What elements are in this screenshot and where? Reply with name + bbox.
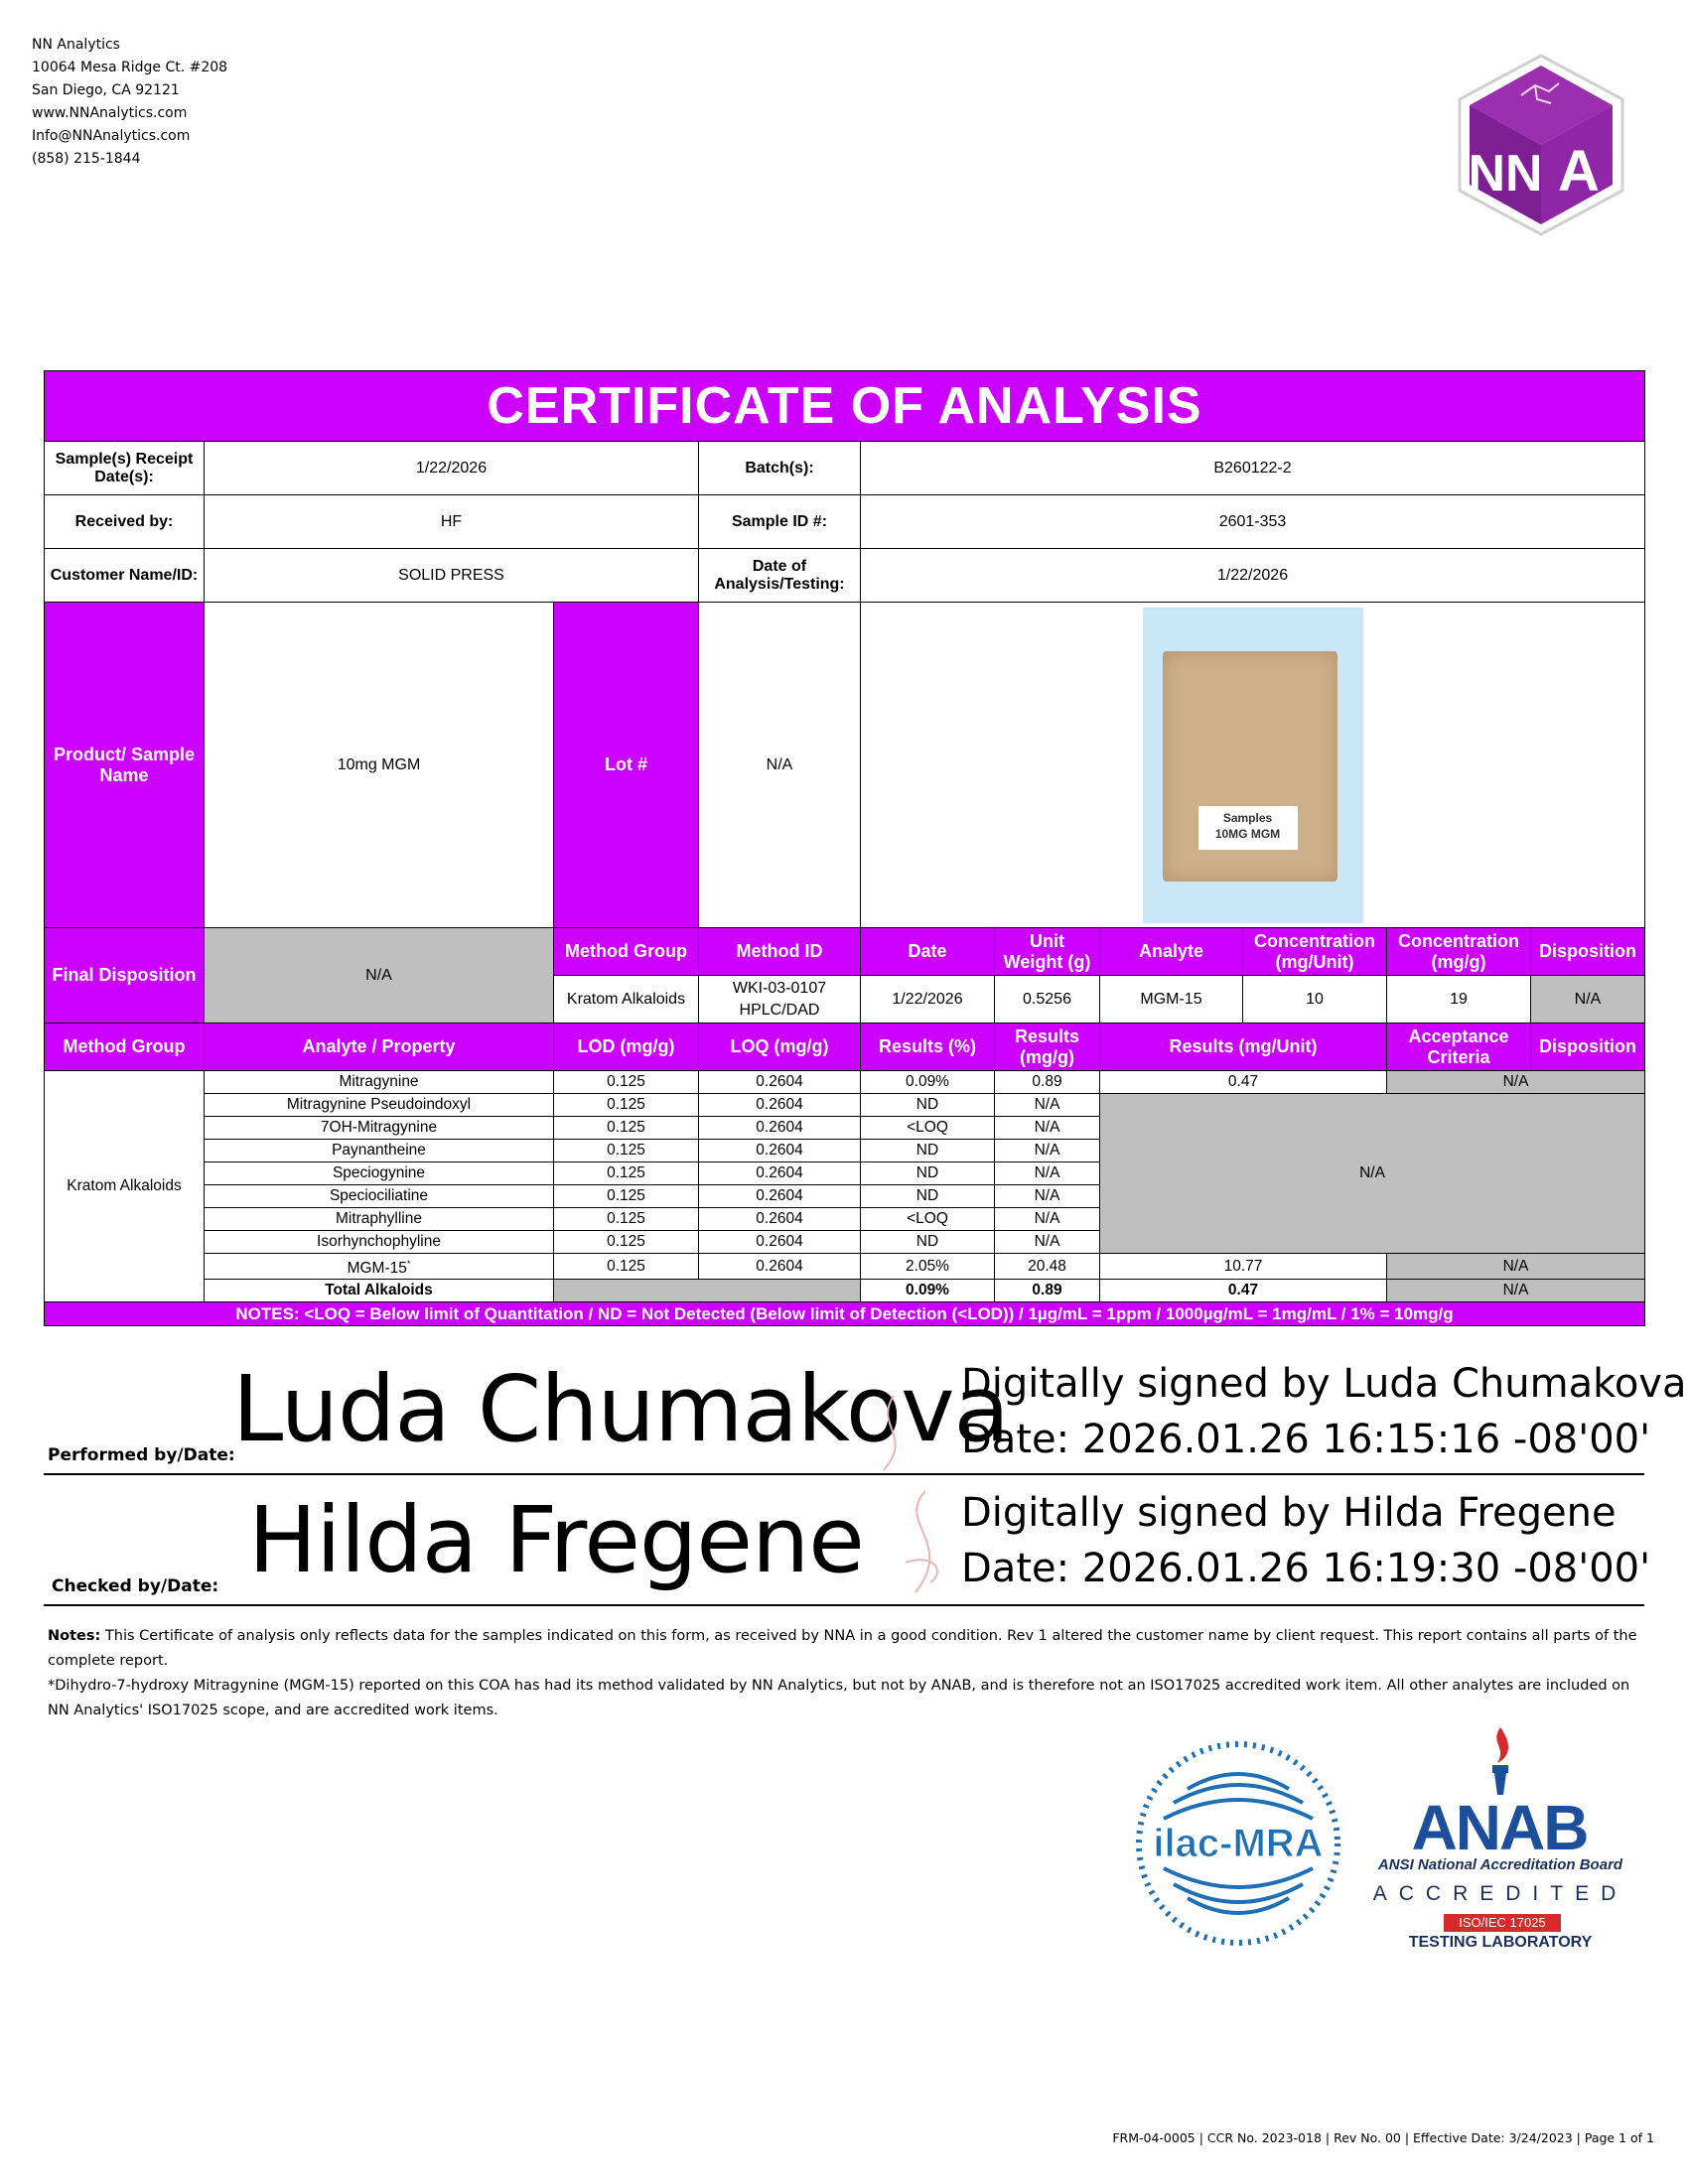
received-by-value: HF	[205, 495, 699, 549]
res-header-disposition: Disposition	[1531, 1024, 1645, 1071]
batch-label: Batch(s):	[699, 442, 861, 495]
result-analyte: 7OH-Mitragynine	[205, 1117, 554, 1140]
result-lod: 0.125	[554, 1140, 699, 1162]
ilac-mra-logo	[1128, 1733, 1348, 1954]
result-pct: ND	[861, 1094, 995, 1117]
disp-method-group: Kratom Alkaloids	[554, 976, 699, 1024]
checked-signature-row	[44, 1475, 1651, 1606]
result-mgg: N/A	[995, 1140, 1100, 1162]
total-blank	[554, 1280, 861, 1302]
checked-label: Checked by/Date:	[52, 1576, 219, 1596]
performed-digital-line2: Date: 2026.01.26 16:15:16 -08'00'	[961, 1417, 1651, 1462]
result-pct: ND	[861, 1231, 995, 1254]
lab-address-line2: San Diego, CA 92121	[32, 82, 180, 98]
sample-id-value: 2601-353	[861, 495, 1645, 549]
result-pct: <LOQ	[861, 1117, 995, 1140]
disp-header-disposition: Disposition	[1531, 928, 1645, 976]
disp-header-date: Date	[861, 928, 995, 976]
performed-signature-row	[44, 1342, 1687, 1475]
result-loq: 0.2604	[699, 1117, 861, 1140]
result-analyte-footnote: *	[406, 1259, 411, 1269]
disp-date: 1/22/2026	[861, 976, 995, 1024]
result-loq: 0.2604	[699, 1208, 861, 1231]
disp-unit-weight: 0.5256	[995, 976, 1100, 1024]
sample-bag-label	[1198, 806, 1298, 850]
result-mgg: N/A	[995, 1185, 1100, 1208]
final-disposition-value: N/A	[205, 928, 554, 1024]
result-acceptance: N/A	[1387, 1254, 1645, 1280]
product-name-label: Product/ Sample Name	[45, 603, 205, 928]
performed-digital-line1: Digitally signed by Luda Chumakova	[961, 1361, 1687, 1407]
result-mgg: N/A	[995, 1117, 1100, 1140]
receipt-date-label: Sample(s) Receipt Date(s):	[45, 442, 205, 495]
anab-word: ANAB	[1411, 1792, 1588, 1863]
analysis-date-value: 1/22/2026	[861, 549, 1645, 603]
disp-header-method-id: Method ID	[699, 928, 861, 976]
analysis-date-label: Date of Analysis/Testing:	[699, 549, 861, 603]
performed-signature-name: Luda Chumakova	[232, 1356, 1009, 1462]
notes-paragraph-1	[48, 1624, 1642, 1674]
certificate-title: CERTIFICATE OF ANALYSIS	[45, 371, 1645, 442]
result-loq: 0.2604	[699, 1254, 861, 1280]
result-pct: 0.09%	[861, 1071, 995, 1094]
anab-testing-lab: TESTING LABORATORY	[1408, 1934, 1593, 1951]
result-pct: <LOQ	[861, 1208, 995, 1231]
disp-header-conc-g: Concentration (mg/g)	[1387, 928, 1531, 976]
bag-label-line2: 10MG MGM	[1214, 826, 1281, 841]
disp-disposition: N/A	[1531, 976, 1645, 1024]
res-header-lod: LOD (mg/g)	[554, 1024, 699, 1071]
notes-block	[48, 1624, 1642, 1723]
result-pct: 2.05%	[861, 1254, 995, 1280]
checked-signature-mark	[886, 1483, 965, 1600]
customer-value: SOLID PRESS	[205, 549, 699, 603]
result-mgg: 20.48	[995, 1254, 1100, 1280]
disp-header-analyte: Analyte	[1100, 928, 1243, 976]
lab-website: www.NNAnalytics.com	[32, 105, 188, 121]
result-lod: 0.125	[554, 1231, 699, 1254]
result-analyte: Speciogynine	[205, 1162, 554, 1185]
result-loq: 0.2604	[699, 1094, 861, 1117]
result-pct: ND	[861, 1162, 995, 1185]
result-analyte-name: MGM-15	[347, 1260, 407, 1278]
ilac-text: ilac-MRA	[1153, 1822, 1324, 1865]
torch-icon	[1476, 1725, 1525, 1797]
result-analyte: Isorhynchophyline	[205, 1231, 554, 1254]
lot-value: N/A	[699, 603, 861, 928]
result-mgu: 0.47	[1100, 1071, 1387, 1094]
result-pct: ND	[861, 1140, 995, 1162]
result-mgg: 0.89	[995, 1071, 1100, 1094]
result-pct: ND	[861, 1185, 995, 1208]
lab-name: NN Analytics	[32, 37, 120, 53]
result-loq: 0.2604	[699, 1185, 861, 1208]
result-lod: 0.125	[554, 1185, 699, 1208]
final-disposition-label: Final Disposition	[45, 928, 205, 1024]
total-pct: 0.09%	[861, 1280, 995, 1302]
anab-logo	[1360, 1725, 1658, 1964]
product-name-value: 10mg MGM	[205, 603, 554, 928]
disp-header-unit-weight: Unit Weight (g)	[995, 928, 1100, 976]
total-mgu: 0.47	[1100, 1280, 1387, 1302]
sample-photo	[1143, 608, 1363, 923]
result-mgg: N/A	[995, 1094, 1100, 1117]
res-header-pct: Results (%)	[861, 1024, 995, 1071]
result-mgu: 10.77	[1100, 1254, 1387, 1280]
notes-label: Notes:	[48, 1628, 101, 1644]
res-header-method-group: Method Group	[45, 1024, 205, 1071]
nna-logo	[1452, 52, 1630, 238]
total-label: Total Alkaloids	[205, 1280, 554, 1302]
result-loq: 0.2604	[699, 1162, 861, 1185]
disp-analyte: MGM-15	[1100, 976, 1243, 1024]
sample-photo-cell	[861, 603, 1645, 928]
result-lod: 0.125	[554, 1162, 699, 1185]
anab-iso-badge: ISO/IEC 17025	[1444, 1914, 1561, 1932]
lab-email: Info@NNAnalytics.com	[32, 128, 191, 144]
checked-digital-line1: Digitally signed by Hilda Fregene	[961, 1490, 1617, 1536]
result-lod: 0.125	[554, 1071, 699, 1094]
result-mgg: N/A	[995, 1162, 1100, 1185]
result-analyte: Mitraphylline	[205, 1208, 554, 1231]
result-lod: 0.125	[554, 1094, 699, 1117]
coa-table	[44, 370, 1645, 1326]
checked-signature-name: Hilda Fregene	[248, 1487, 864, 1593]
received-by-label: Received by:	[45, 495, 205, 549]
performed-digital-signature	[961, 1356, 1686, 1467]
lot-label: Lot #	[554, 603, 699, 928]
checked-digital-line2: Date: 2026.01.26 16:19:30 -08'00'	[961, 1546, 1651, 1591]
receipt-date-value: 1/22/2026	[205, 442, 699, 495]
result-loq: 0.2604	[699, 1140, 861, 1162]
res-header-mgu: Results (mg/Unit)	[1100, 1024, 1387, 1071]
result-loq: 0.2604	[699, 1231, 861, 1254]
anab-subtitle: ANSI National Accreditation Board	[1377, 1856, 1623, 1873]
total-acceptance: N/A	[1387, 1280, 1645, 1302]
result-lod: 0.125	[554, 1117, 699, 1140]
customer-label: Customer Name/ID:	[45, 549, 205, 603]
logo-text-nn: NN	[1468, 145, 1543, 203]
res-header-mgg: Results (mg/g)	[995, 1024, 1100, 1071]
total-mgg: 0.89	[995, 1280, 1100, 1302]
result-analyte: Paynantheine	[205, 1140, 554, 1162]
result-lod: 0.125	[554, 1254, 699, 1280]
res-header-analyte: Analyte / Property	[205, 1024, 554, 1071]
result-analyte: Mitragynine	[205, 1071, 554, 1094]
result-loq: 0.2604	[699, 1071, 861, 1094]
bag-label-line1: Samples	[1222, 810, 1273, 825]
notes-bar: NOTES: <LOQ = Below limit of Quantitation / ND = Not Detected (Below limit of Detection (<LOD)) / 1µg/mL = 1ppm / 1000µg/mL = 1mg/mL / 1% = 10mg/g	[45, 1302, 1645, 1326]
lab-address-line1: 10064 Mesa Ridge Ct. #208	[32, 60, 228, 75]
lab-phone: (858) 215-1844	[32, 151, 141, 167]
result-analyte	[205, 1254, 554, 1280]
result-analyte: Speciociliatine	[205, 1185, 554, 1208]
result-mgg: N/A	[995, 1208, 1100, 1231]
result-mgg: N/A	[995, 1231, 1100, 1254]
disp-method-id: WKI-03-0107 HPLC/DAD	[699, 976, 861, 1024]
lab-address-block	[32, 34, 227, 171]
disp-conc-g: 19	[1387, 976, 1531, 1024]
disp-header-conc-unit: Concentration (mg/Unit)	[1243, 928, 1387, 976]
results-merged-na: N/A	[1100, 1094, 1645, 1254]
res-header-loq: LOQ (mg/g)	[699, 1024, 861, 1071]
res-header-acceptance: Acceptance Criteria	[1387, 1024, 1531, 1071]
performed-label: Performed by/Date:	[48, 1445, 235, 1465]
form-footer: FRM-04-0005 | CCR No. 2023-018 | Rev No. 00 | Effective Date: 3/24/2023 | Page 1 of 1	[1112, 2130, 1654, 2145]
logo-text-a: A	[1558, 139, 1600, 204]
results-method-group: Kratom Alkaloids	[45, 1071, 205, 1302]
notes-text-1: This Certificate of analysis only reflects data for the samples indicated on this form, as received by NNA in a good condition. Rev 1 altered the customer name by client request. This report contains all parts of the complete report.	[48, 1628, 1637, 1669]
sample-id-label: Sample ID #:	[699, 495, 861, 549]
result-acceptance: N/A	[1387, 1071, 1645, 1094]
anab-accredited: ACCREDITED	[1372, 1882, 1628, 1905]
disp-conc-unit: 10	[1243, 976, 1387, 1024]
performed-signature-mark	[864, 1386, 923, 1475]
result-analyte: Mitragynine Pseudoindoxyl	[205, 1094, 554, 1117]
result-lod: 0.125	[554, 1208, 699, 1231]
sample-bag	[1163, 651, 1337, 882]
disp-header-method-group: Method Group	[554, 928, 699, 976]
notes-paragraph-2: *Dihydro-7-hydroxy Mitragynine (MGM-15) reported on this COA has had its method validated by NN Analytics, but not by ANAB, and is therefore not an ISO17025 accredited work item. All other analytes are included on NN Analytics' ISO17025 scope, and are accredited work items.	[48, 1678, 1630, 1718]
checked-digital-signature	[961, 1485, 1650, 1596]
batch-value: B260122-2	[861, 442, 1645, 495]
